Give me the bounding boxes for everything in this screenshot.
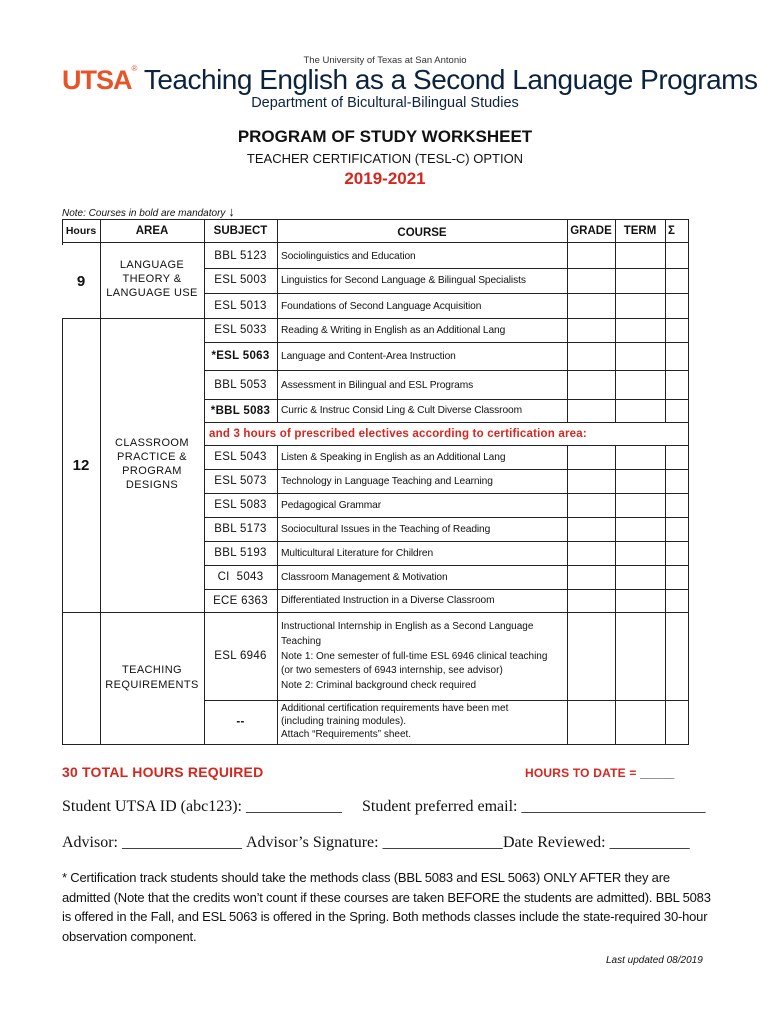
area-teaching-line: TEACHING (121, 664, 183, 676)
course-cell: Multicultural Literature for Children (281, 547, 434, 559)
area-classroom-line: PRACTICE & (116, 451, 187, 463)
internship-course-cell (277, 620, 567, 694)
total-hours-required: 30 TOTAL HOURS REQUIRED (62, 764, 264, 780)
subject-cell: ESL 5003 (214, 274, 267, 286)
student-id-field[interactable]: Student UTSA ID (abc123): ____________ (62, 798, 342, 815)
course-cell: Technology in Language Teaching and Learning (281, 475, 493, 487)
subject-cell: ECE 6363 (213, 594, 268, 607)
course-cell: Listen & Speaking in English as an Additional Lang (281, 451, 506, 463)
internship-line: Note 2: Criminal background check required (281, 680, 477, 692)
header-course: COURSE (397, 226, 447, 239)
hours-to-date-field[interactable]: _____ (640, 766, 675, 780)
utsa-logo: UTSA (62, 65, 132, 95)
area-teaching-line: REQUIREMENTS (105, 679, 199, 691)
additional-line: Attach “Requirements” sheet. (281, 729, 412, 740)
area-classroom-line: CLASSROOM (115, 437, 189, 449)
worksheet-subtitle: TEACHER CERTIFICATION (TESL-C) OPTION (246, 151, 524, 166)
header-sigma: Σ (668, 224, 675, 237)
program-name: Teaching English as a Second Language Programs (143, 64, 758, 95)
subject-cell: BBL 5193 (214, 547, 267, 559)
course-cell: Language and Content-Area Instruction (281, 350, 456, 362)
mandatory-note (62, 204, 235, 219)
course-cell: Pedagogical Grammar (281, 499, 382, 511)
hours-to-date-label: HOURS TO DATE = (525, 766, 641, 780)
course-cell: Foundations of Second Language Acquisition (281, 300, 482, 312)
course-cell: Differentiated Instruction in a Diverse Classroom (281, 595, 495, 606)
electives-note: and 3 hours of prescribed electives according to certification area: (209, 428, 587, 440)
catalog-years: 2019-2021 (344, 169, 426, 188)
header-grade: GRADE (570, 224, 612, 237)
area-language-line: THEORY & (122, 273, 182, 285)
additional-line: Additional certification requirements have been met (281, 703, 509, 714)
last-updated: Last updated 08/2019 (606, 955, 703, 966)
additional-line: (including training modules). (281, 716, 407, 727)
hours-language: 9 (76, 272, 86, 290)
course-cell: Linguistics for Second Language & Bilingual Specialists (281, 274, 526, 286)
subject-cell: BBL 5173 (214, 523, 267, 535)
student-email-field[interactable]: Student preferred email: _______________________ (362, 798, 706, 815)
mandatory-note-text: Note: Courses in bold are mandatory (62, 208, 229, 219)
methods-footnote: * Certification track students should take the methods class (BBL 5083 and ESL 5063) ONLY AFTER they are admitted (Note that the credits won’t count if these courses are taken BEFORE the students are admitted). BBL 5083 is offered in the Fall, and ESL 5063 is offered in the Spring. Both methods classes include the state-required 30-hour observation component. (62, 870, 711, 944)
hours-classroom: 12 (72, 456, 90, 474)
area-classroom-line: DESIGNS (125, 479, 179, 491)
header-area: AREA (135, 224, 169, 237)
subject-cell: BBL 5053 (214, 379, 267, 391)
subject-cell: ESL 5073 (214, 475, 267, 487)
subject-cell: ESL 5083 (214, 499, 267, 511)
area-language-line: LANGUAGE USE (106, 287, 198, 299)
course-cell: Curric & Instruc Consid Ling & Cult Diverse Classroom (281, 405, 522, 416)
date-reviewed-field[interactable]: Date Reviewed: __________ (503, 834, 690, 851)
course-cell: Sociocultural Issues in the Teaching of Reading (281, 523, 491, 535)
subject-cell: ESL 5043 (214, 451, 267, 463)
subject-cell: CI 5043 (217, 571, 264, 583)
department-name: Department of Bicultural-Bilingual Studies (251, 95, 519, 111)
internship-line: Instructional Internship in English as a Second Language (281, 621, 534, 632)
course-cell: Classroom Management & Motivation (281, 571, 448, 583)
header-hours: Hours (65, 224, 97, 237)
advisor-field[interactable]: Advisor: _______________ (62, 834, 242, 851)
course-cell: Reading & Writing in English as an Additional Lang (281, 324, 506, 336)
hours-to-date (525, 766, 674, 780)
additional-requirements-cell (277, 702, 567, 741)
registered-mark: ® (131, 64, 138, 73)
university-name: The University of Texas at San Antonio (303, 55, 467, 66)
internship-line: Note 1: One semester of full-time ESL 6946 clinical teaching (281, 650, 548, 662)
area-language-line: LANGUAGE (119, 259, 185, 271)
area-language (100, 258, 204, 300)
program-banner (62, 64, 758, 96)
subject-cell-mandatory: *BBL 5083 (210, 404, 271, 417)
header-subject: SUBJECT (213, 224, 268, 237)
area-teaching (100, 663, 204, 693)
subject-cell-mandatory: *ESL 5063 (211, 350, 270, 362)
internship-line: (or two semesters of 6943 internship, see advisor) (281, 665, 503, 677)
arrow-down-icon: ↓ (228, 204, 235, 219)
subject-cell: BBL 5123 (214, 250, 267, 262)
course-cell: Sociolinguistics and Education (281, 250, 416, 262)
subject-cell: ESL 5033 (214, 324, 267, 336)
subject-cell: ESL 6946 (214, 650, 267, 662)
course-cell: Assessment in Bilingual and ESL Programs (281, 379, 474, 391)
internship-line: Teaching (281, 635, 322, 647)
advisor-signature-field[interactable]: Advisor’s Signature: _______________ (246, 834, 503, 851)
worksheet-title: PROGRAM OF STUDY WORKSHEET (237, 127, 533, 146)
area-classroom (100, 436, 204, 492)
header-term: TERM (623, 224, 657, 237)
subject-cell: ESL 5013 (214, 300, 267, 312)
area-classroom-line: PROGRAM (122, 465, 182, 477)
subject-cell: -- (236, 716, 245, 728)
